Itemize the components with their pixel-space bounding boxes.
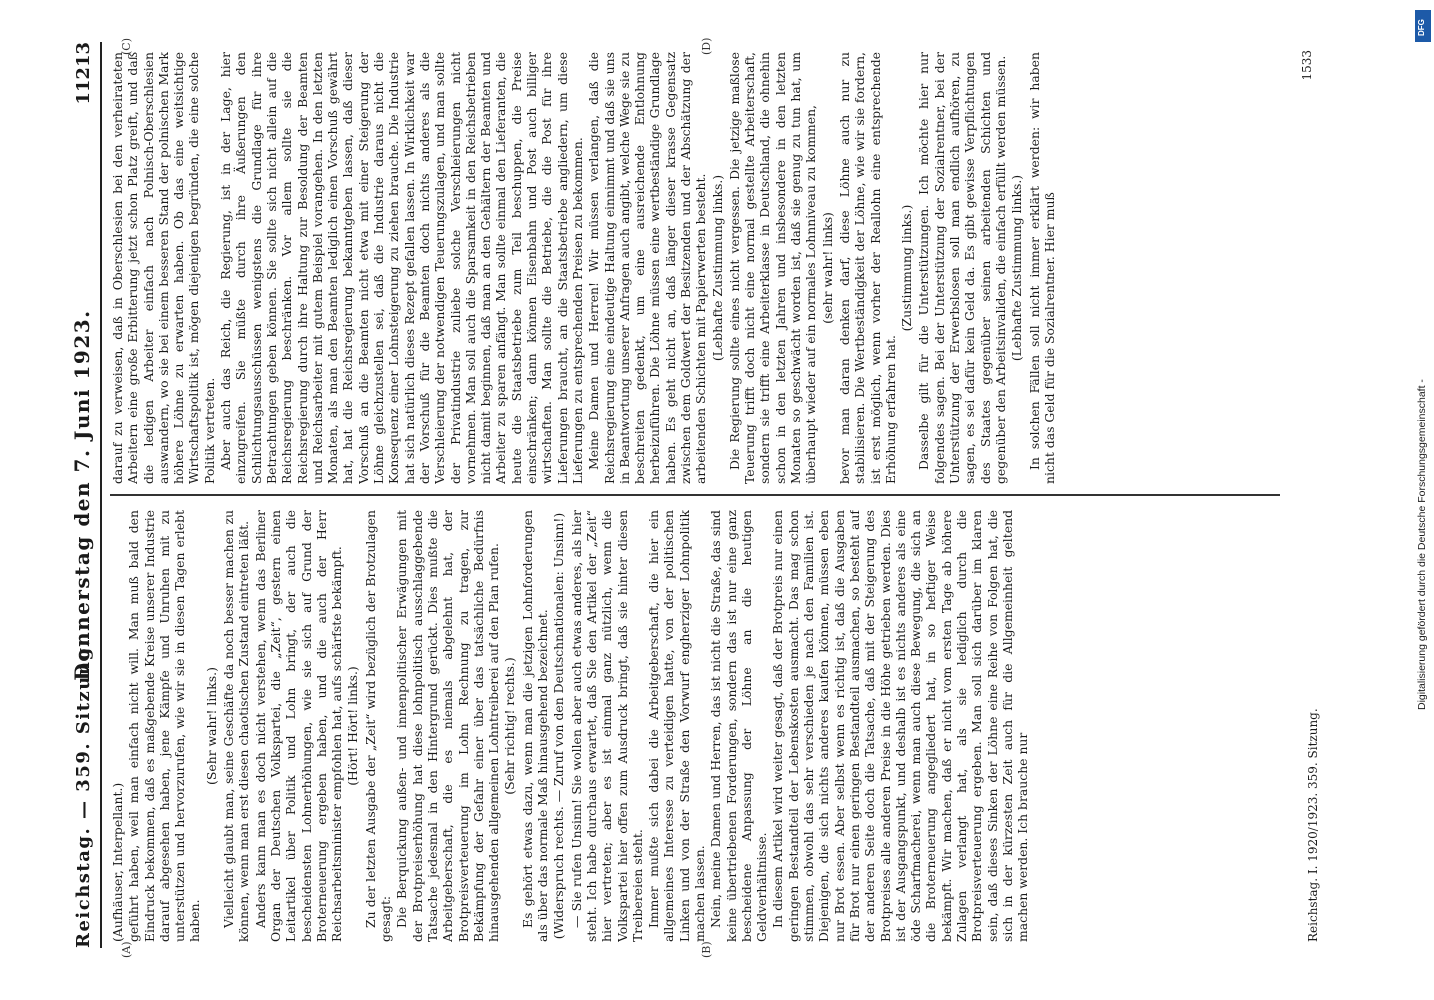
paragraph: In solchen Fällen soll nicht immer erklärt werden: wir haben nicht das Geld für die Sozialrentner. Hier muß <box>1026 52 1057 484</box>
header-date: Donnerstag den 7. Juni 1923. <box>70 309 94 681</box>
dfg-logo: DFG <box>1415 10 1431 42</box>
page-footer: Reichstag. I. 1920/1923. 359. Sitzung. <box>1306 708 1320 942</box>
scanned-page <box>50 30 1350 960</box>
paragraph: Die Regierung sollte eines nicht vergessen. Die jetzige maßlose Teuerung trifft doch nicht eine normal gestellte Arbeiterschaft, sondern sie trifft eine Arbeiterklasse in Deutschland, die ohnehin schon in den letzten Jahren und insbesondere in den letzten Monaten so geschwächt worden ist, daß sie genug zu tun hat, um überhaupt wieder auf ein normales Lohnniveau zu kommen, <box>726 52 819 484</box>
credit-text: Digitalisierung gefördert durch die Deutsche Forschungsgemeinschaft - <box>1416 379 1428 710</box>
header-session: Reichstag. — 359. Sitzung. <box>73 638 94 948</box>
quotation: Immer mußte sich dabei die Arbeitgeberschaft, die hier ein allgemeines Interesse zu verteidigen hatte, von der politischen Linken und von der Straße den Vorwurf engherziger Lohnpolitik machen lassen. <box>646 510 707 942</box>
interjection: (Lebhafte Zustimmung links.) <box>1009 174 1025 362</box>
paragraph: Zu der letzten Ausgabe der „Zeit“ wird bezüglich der Brotzulagen gesagt: <box>362 510 394 942</box>
paragraph: Es gehört etwas dazu, wenn man die jetzigen Lohnforderungen als über das normale Maß hinausgehend bezeichnet. <box>519 510 551 942</box>
paragraph: Aber auch das Reich, die Regierung, ist in der Lage, hier einzugreifen. Sie müßte durch ihre Äußerungen den Schlichtungsausschüssen wenigstens die Grundlage für ihre Betrachtungen geben können. Sie sollte sich nicht allein auf die Reichsregierung beschränken. Vor allem sollte sie die Reichsregierung durch ihre Haltung zur Besoldung der Beamten und Reichsarbeiter mit gutem Beispiel vorangehen. In den letzten Monaten, als man den Beamten lediglich einen Vorschuß gewährt hat, hat die Reichsregierung bekanntgeben lassen, daß dieser Vorschuß an die Beamten nicht etwa mit einer Steigerung der Löhne gleichzustellen sei, daß die Industrie daraus nicht die Konsequenz einer Lohnsteigerung zu ziehen brauche. Die Industrie hat sich natürlich dieses Rezept gefallen lassen. In Wirklichkeit war der Vorschuß für die Beamten doch nichts anderes als die Verschleierung der notwendigen Teuerungszulagen, und man sollte der Privatindustrie zuliebe solche Verschleierungen nicht vornehmen. Man soll auch die Sparsamkeit in den Reichsbetrieben nicht damit beginnen, daß man an den Gehältern der Beamten und Arbeiter zu sparen anfängt. Man sollte einmal den Lieferanten, die heute die Staatsbetriebe zum Teil beschuppen, die Preise einschränken; dann können Eisenbahn und Post auch billiger wirtschaften. Man sollte die Betriebe, die die Post für ihre Lieferungen braucht, an die Staatsbetriebe angliedern, um diese Lieferungen zu entsprechenden Preisen zu bekommen. <box>218 52 585 484</box>
quotation: Die Berquickung außen- und innenpolitischer Erwägungen mit der Brotpreiserhöhung hat diese lohnpolitisch ausschlaggebende Tatsache jedesmal in den Hintergrund gerückt. Dies mußte die Arbeitgeberschaft, die es niemals abgelehnt hat, der Brotpreisverteuerung im Lohn Rechnung zu tragen, zur Bekämpfung der Gefahr einer über das tatsächliche Bedürfnis hinausgehenden allgemeinen Lohntreiberei auf den Plan rufen. <box>394 510 502 942</box>
digitization-credit <box>1413 10 1433 990</box>
paragraph: Meine Damen und Herren! Wir müssen verlangen, daß die Reichsregierung eine eindeutige Haltung einnimmt und daß sie uns in Beantwortung unserer Anfragen auch angibt, welche Wege sie zu beschreiten gedenkt, um eine ausreichende Entlohnung herbeizuführen. Die Löhne müssen eine wertbeständige Grundlage haben. Es geht nicht an, daß länger dieser krasse Gegensatz zwischen dem Goldwert der Besitzenden und der Abschätzung der arbeitenden Schichten mit Papierwerten besteht. <box>586 52 709 484</box>
interjection: (Hört! Hört! links.) <box>345 666 361 786</box>
margin-marker-d: (D) <box>700 37 713 55</box>
header-page-number: 11213 <box>73 42 94 105</box>
margin-marker-a: (A) <box>120 941 133 958</box>
paragraph: darauf zu verweisen, daß in Oberschlesien bei den verheirateten Arbeitern eine große Erbitterung jetzt schon Platz greift, und daß die ledigen Arbeiter einfach nach Polnisch-Oberschlesien auswandern, wo sie bei einem besseren Stand der polnischen Mark höhere Löhne zu erwarten haben. Ob das eine weitsichtige Wirtschaftspolitik ist, mögen diejenigen begründen, die eine solche Politik vertreten. <box>110 52 217 484</box>
interjection: (Zustimmung links.) <box>899 204 915 332</box>
page-header <box>60 42 102 948</box>
paragraph: bevor man daran denken darf, diese Löhne auch nur zu stabilisieren. Die Wertbeständigkeit der Löhne, wie wir sie fordern, ist erst möglich, wenn vorher der Reallohn eine entsprechende Erhöhung erfahren hat. <box>836 52 898 484</box>
paragraph: Dasselbe gilt für die Unterstützungen. Ich möchte hier nur folgendes sagen. Bei der Unterstützung der Sozialrentner, bei der Unterstützung der Erwerbslosen soll man endlich aufhören, zu sagen, es sei dafür kein Geld da. Es gibt gewisse Verpflichtungen des Staates gegenüber seinen arbeitenden Schichten und gegenüber den Arbeitsinvaliden, die einfach erfüllt werden müssen. <box>916 52 1008 484</box>
interjection: (Lebhafte Zustimmung links.) <box>709 174 725 362</box>
margin-marker-c: (C) <box>120 38 133 55</box>
column-divider <box>110 495 1280 497</box>
paragraph: — Sie rufen Unsinn! Sie wollen aber auch etwas anderes, als hier steht. Ich habe durchaus erwartet, daß Sie den Artikel der „Zeit“ hier vertreten; aber es ist einmal ganz nützlich, wenn die Volkspartei hier offen zum Ausdruck bringt, daß sie hinter diesen Treibereien steht. <box>568 510 645 942</box>
speaker-line: (Aufhäuser, Interpellant.) <box>110 782 125 942</box>
footer-page-number: 1533 <box>1300 50 1314 81</box>
paragraph: geführt haben, weil man einfach nicht will. Man muß bald den Eindruck bekommen, daß es maßgebende Kreise unserer Industrie darauf abgesehen haben, jene Kämpfe und Unruhen mit zu unterstützen und hervorzurufen, wie wir sie in diesen Tagen erlebt haben. <box>126 510 203 942</box>
margin-marker-b: (B) <box>700 941 713 958</box>
interjection: (Sehr richtig! rechts.) <box>502 657 518 795</box>
interjection: (sehr wahr! links) <box>819 212 835 324</box>
paragraph: In diesem Artikel wird weiter gesagt, daß der Brotpreis nur einen geringen Bestandteil der Lebenskosten ausmacht. Das mag schon stimmen, obwohl das sehr verschieden je nach den Familien ist. Diejenigen, die sich nichts anderes kaufen können, müssen eben nur Brot essen. Aber selbst wenn es richtig ist, daß die Ausgaben für Brot nur einen geringen Bestandteil ausmachen, so besteht auf der anderen Seite doch die Tatsache, daß mit der Steigerung des Brotpreises alle anderen Preise in die Höhe getrieben werden. Dies ist der Ausgangspunkt, und deshalb ist es nichts anderes als eine öde Scharfmacherei, wenn man auch diese Bewegung, die sich an die Broterneuerung angegliedert hat, in so heftiger Weise bekämpft. Wir machen, daß er nicht vom ersten Tage ab höhere Zulagen verlangt hat, als sie lediglich durch die Brotpreisverteuerung ergeben. Man soll sich darüber im klaren sein, daß dieses Sinken der Löhne eine Reihe von Folgen hat, die sich in der kürzesten Zeit auch für die Allgemeinheit geltend machen werden. Ich brauche nur <box>770 510 1031 942</box>
paragraph: Nein, meine Damen und Herren, das ist nicht die Straße, das sind keine übertriebenen Forderungen, sondern das ist nur eine ganz bescheidene Anpassung der Löhne an die heutigen Geldverhältnisse. <box>708 510 770 942</box>
right-column <box>110 52 1290 484</box>
interjection: (Widerspruch rechts. — Zuruf von den Deutschnationalen: Unsinn!) <box>551 512 567 940</box>
paragraph: Vielleicht glaubt man, seine Geschäfte da noch besser machen zu können, wenn man erst diesen chaotischen Zustand eintreten läßt. <box>221 510 252 942</box>
paragraph: Anders kann man es doch nicht verstehen, wenn das Berliner Organ der Deutschen Volkspartei, die „Zeit“, gestern einen Leitartikel über Politik und Lohn bringt, der auch die bescheidensten Lohnerhöhungen, wie sie sich auf Grund der Broterneuerung ergeben haben, und die auch der Herr Reichsarbeitsminister empfohlen hat, aufs schärfste bekämpft. <box>252 510 345 942</box>
left-column <box>110 510 1290 942</box>
interjection: (Sehr wahr! links.) <box>203 667 219 785</box>
